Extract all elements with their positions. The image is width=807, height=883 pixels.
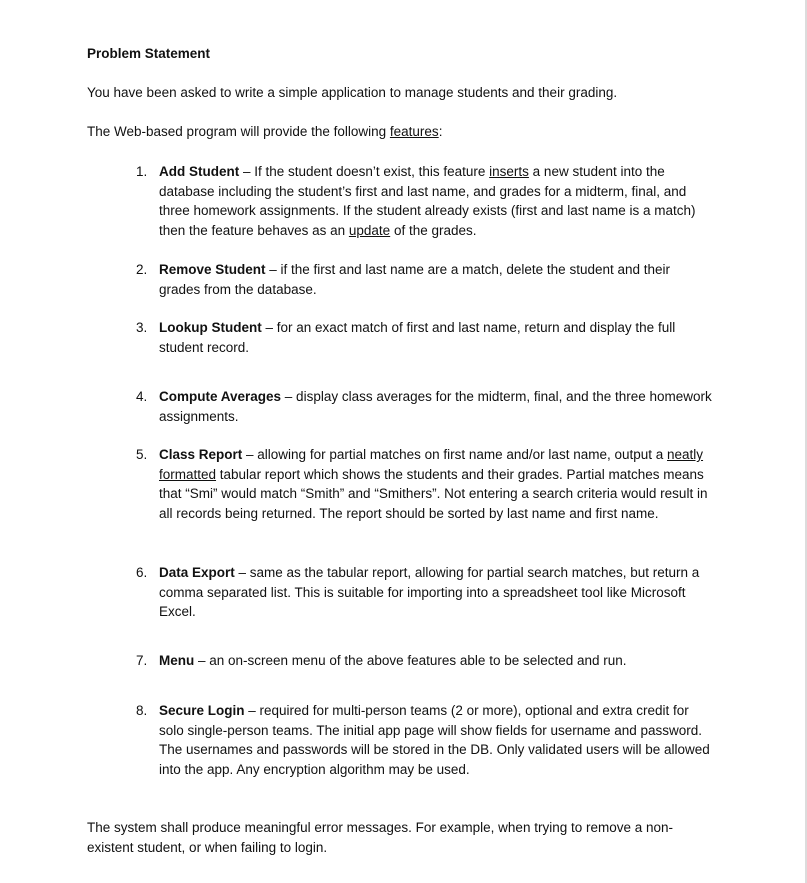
feature-name: Data Export [159,565,235,580]
description-text: – for an exact match of first and last name, return and display the full student record. [159,320,676,355]
description-text: – required for multi-person teams (2 or more), optional and extra credit for solo single-person teams. The initial app page will show fields for username and password. The usernames and passwords will be stored in the DB. Only validated users will be allowed into the app. Any encryption algorithm may be used. [159,703,710,777]
closing-paragraph: The system shall produce meaningful error messages. For example, when trying to remove a non-existent student, or when failing to login. [87,820,674,855]
feature-item-class-report [136,445,712,523]
features-intro-paragraph [87,122,712,142]
feature-description [159,447,707,521]
underlined-term: neatly formatted [159,447,704,482]
item-number: 4. [136,389,148,404]
document-title: Problem Statement [87,46,211,61]
features-link: features [389,124,439,139]
item-text [159,445,712,523]
description-text: – an on-screen menu of the above features able to be selected and run. [194,653,627,668]
item-number: 5. [136,447,148,462]
description-text: a new student into the database including the student’s first and last name, and grades for a midterm, final, and three homework assignments. If the student already exists (first and last name is a match) then the feature behaves as an [159,164,696,238]
feature-name: Lookup Student [159,320,262,335]
description-text: – display class averages for the midterm, final, and the three homework assignments. [159,389,712,424]
feature-description [159,164,696,238]
item-number: 3. [136,320,148,335]
feature-item-remove-student [136,260,712,299]
description-text: – If the student doesn’t exist, this feature [239,164,490,179]
features-intro-colon: : [438,124,443,139]
feature-item-secure-login [136,701,712,779]
item-number: 6. [136,565,148,580]
feature-description [159,565,699,619]
feature-item-menu [136,651,712,671]
item-text [159,260,712,299]
description-text: – same as the tabular report, allowing for partial search matches, but return a comma separated list. This is suitable for importing into a spreadsheet tool like Microsoft Excel. [159,565,700,619]
feature-description [194,653,626,668]
description-text: – if the first and last name are a match, delete the student and their grades from the database. [159,262,671,297]
item-number: 2. [136,262,148,277]
underlined-term: inserts [489,164,529,179]
item-text [159,701,712,779]
feature-item-add-student [136,162,712,240]
feature-item-lookup-student [136,318,712,357]
feature-name: Remove Student [159,262,266,277]
feature-name: Compute Averages [159,389,282,404]
description-text: of the grades. [390,222,477,238]
feature-name: Secure Login [159,703,245,718]
underlined-term: update [348,222,391,238]
item-text [159,318,712,357]
description-text: tabular report which shows the students and their grades. Partial matches means that “Smi” would match “Smith” and “Smithers”. Not entering a search criteria would result in all records being returned. The report should be sorted by last name and first name. [159,466,708,521]
feature-item-data-export [136,563,712,622]
feature-name: Add Student [159,164,240,179]
feature-name: Menu [159,653,195,668]
item-text [159,651,712,671]
item-text [159,387,712,426]
description-text: – allowing for partial matches on first name and/or last name, output a [242,447,668,462]
feature-name: Class Report [159,447,243,462]
intro-paragraph: You have been asked to write a simple application to manage students and their grading. [87,85,618,100]
item-text [159,162,712,240]
item-number: 8. [136,703,148,718]
item-text [159,563,712,622]
item-number: 1. [136,164,148,179]
item-number: 7. [136,653,148,668]
features-intro-text: The Web-based program will provide the following [87,124,390,139]
feature-item-compute-averages [136,387,712,426]
